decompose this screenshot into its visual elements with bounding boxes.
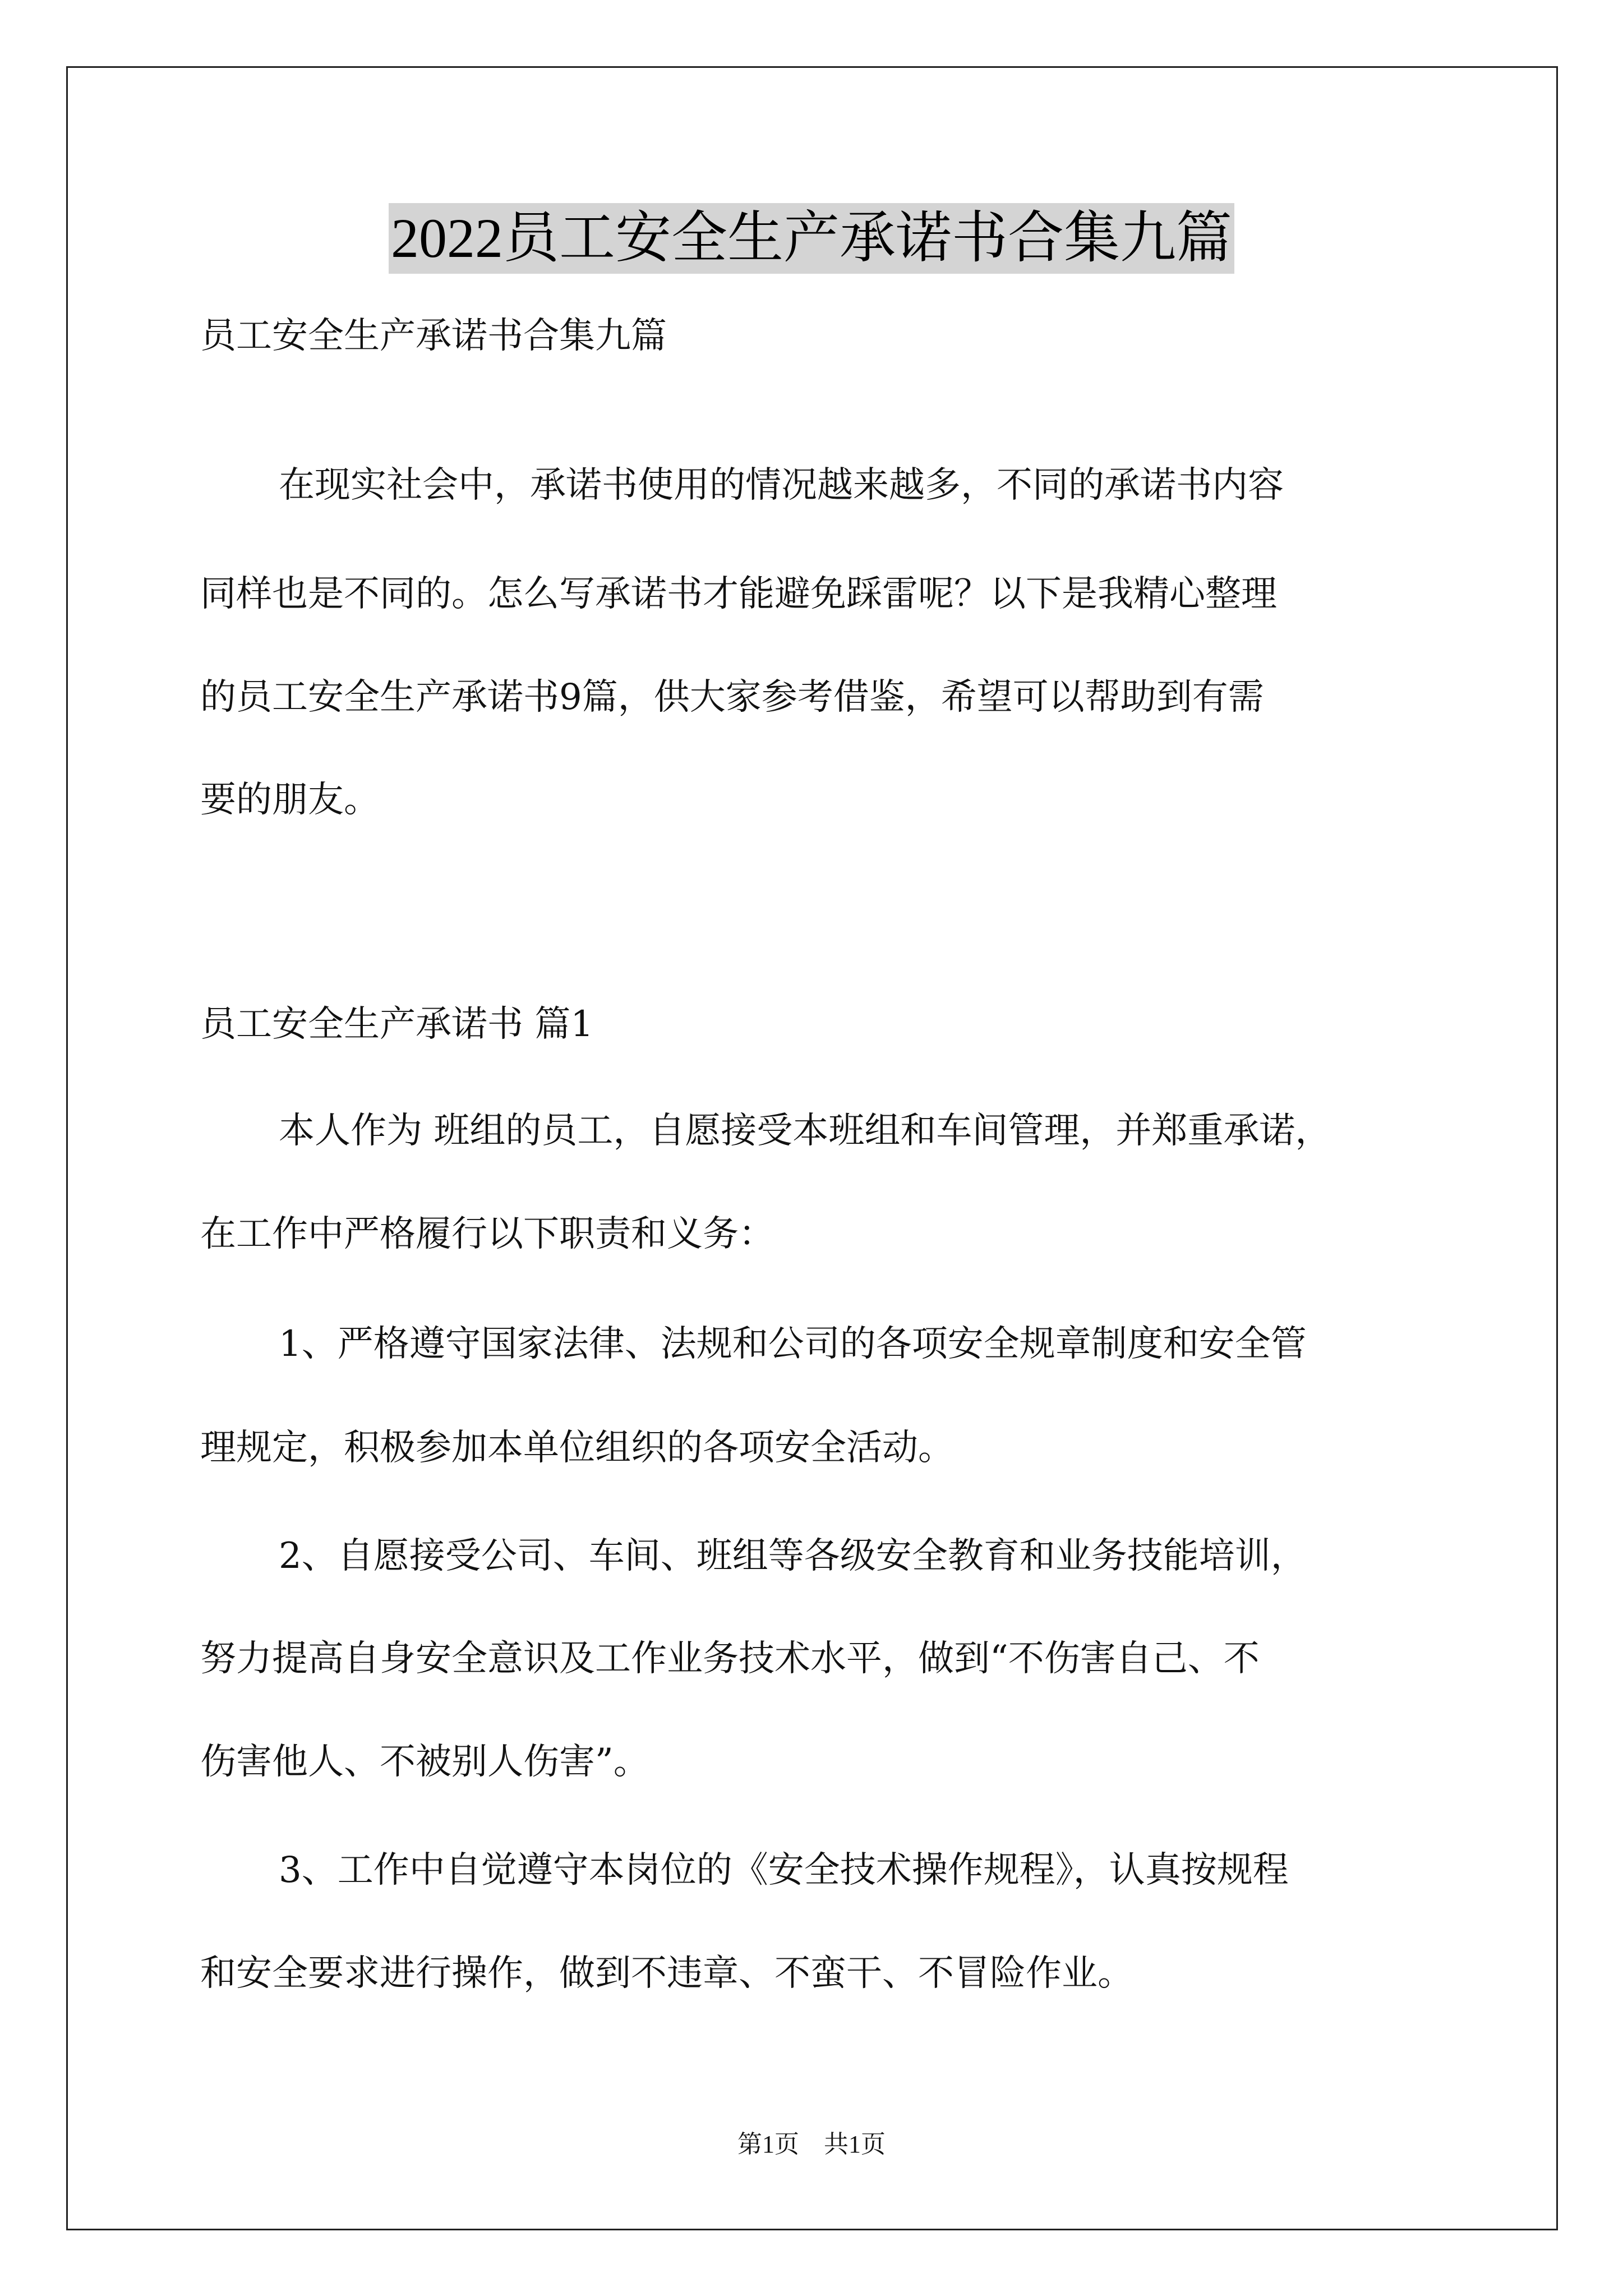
body-line-2: 在工作中严格履行以下职责和义务： — [200, 1213, 774, 1255]
body-line-8: 3、工作中自觉遵守本岗位的《安全技术操作规程》，认真按规程 — [279, 1849, 1289, 1891]
body-line-7: 伤害他人、不被别人伤害”。 — [200, 1741, 649, 1783]
intro-line-1: 在现实社会中，承诺书使用的情况越来越多，不同的承诺书内容 — [279, 464, 1284, 506]
document-subtitle: 员工安全生产承诺书合集九篇 — [200, 315, 667, 357]
intro-line-2: 同样也是不同的。怎么写承诺书才能避免踩雷呢？以下是我精心整理 — [200, 573, 1277, 615]
page-number: 第1页 — [737, 2131, 799, 2158]
intro-line-4: 要的朋友。 — [200, 779, 380, 821]
page-footer — [0, 2129, 1623, 2160]
body-line-3: 1、严格遵守国家法律、法规和公司的各项安全规章制度和安全管 — [279, 1323, 1307, 1365]
intro-line-3: 的员工安全生产承诺书9篇，供大家参考借鉴，希望可以帮助到有需 — [200, 677, 1264, 718]
page-total: 共1页 — [824, 2131, 886, 2158]
body-line-1: 本人作为 班组的员工，自愿接受本班组和车间管理，并郑重承诺， — [279, 1110, 1331, 1152]
body-line-4: 理规定，积极参加本单位组织的各项安全活动。 — [200, 1427, 954, 1469]
title-container — [0, 203, 1623, 274]
body-line-9: 和安全要求进行操作，做到不违章、不蛮干、不冒险作业。 — [200, 1953, 1133, 1994]
body-line-5: 2、自愿接受公司、车间、班组等各级安全教育和业务技能培训， — [279, 1535, 1307, 1577]
document-title: 2022员工安全生产承诺书合集九篇 — [389, 203, 1234, 274]
body-line-6: 努力提高自身安全意识及工作业务技术水平，做到“不伤害自己、不 — [200, 1638, 1260, 1680]
section-heading: 员工安全生产承诺书 篇1 — [200, 1004, 594, 1045]
